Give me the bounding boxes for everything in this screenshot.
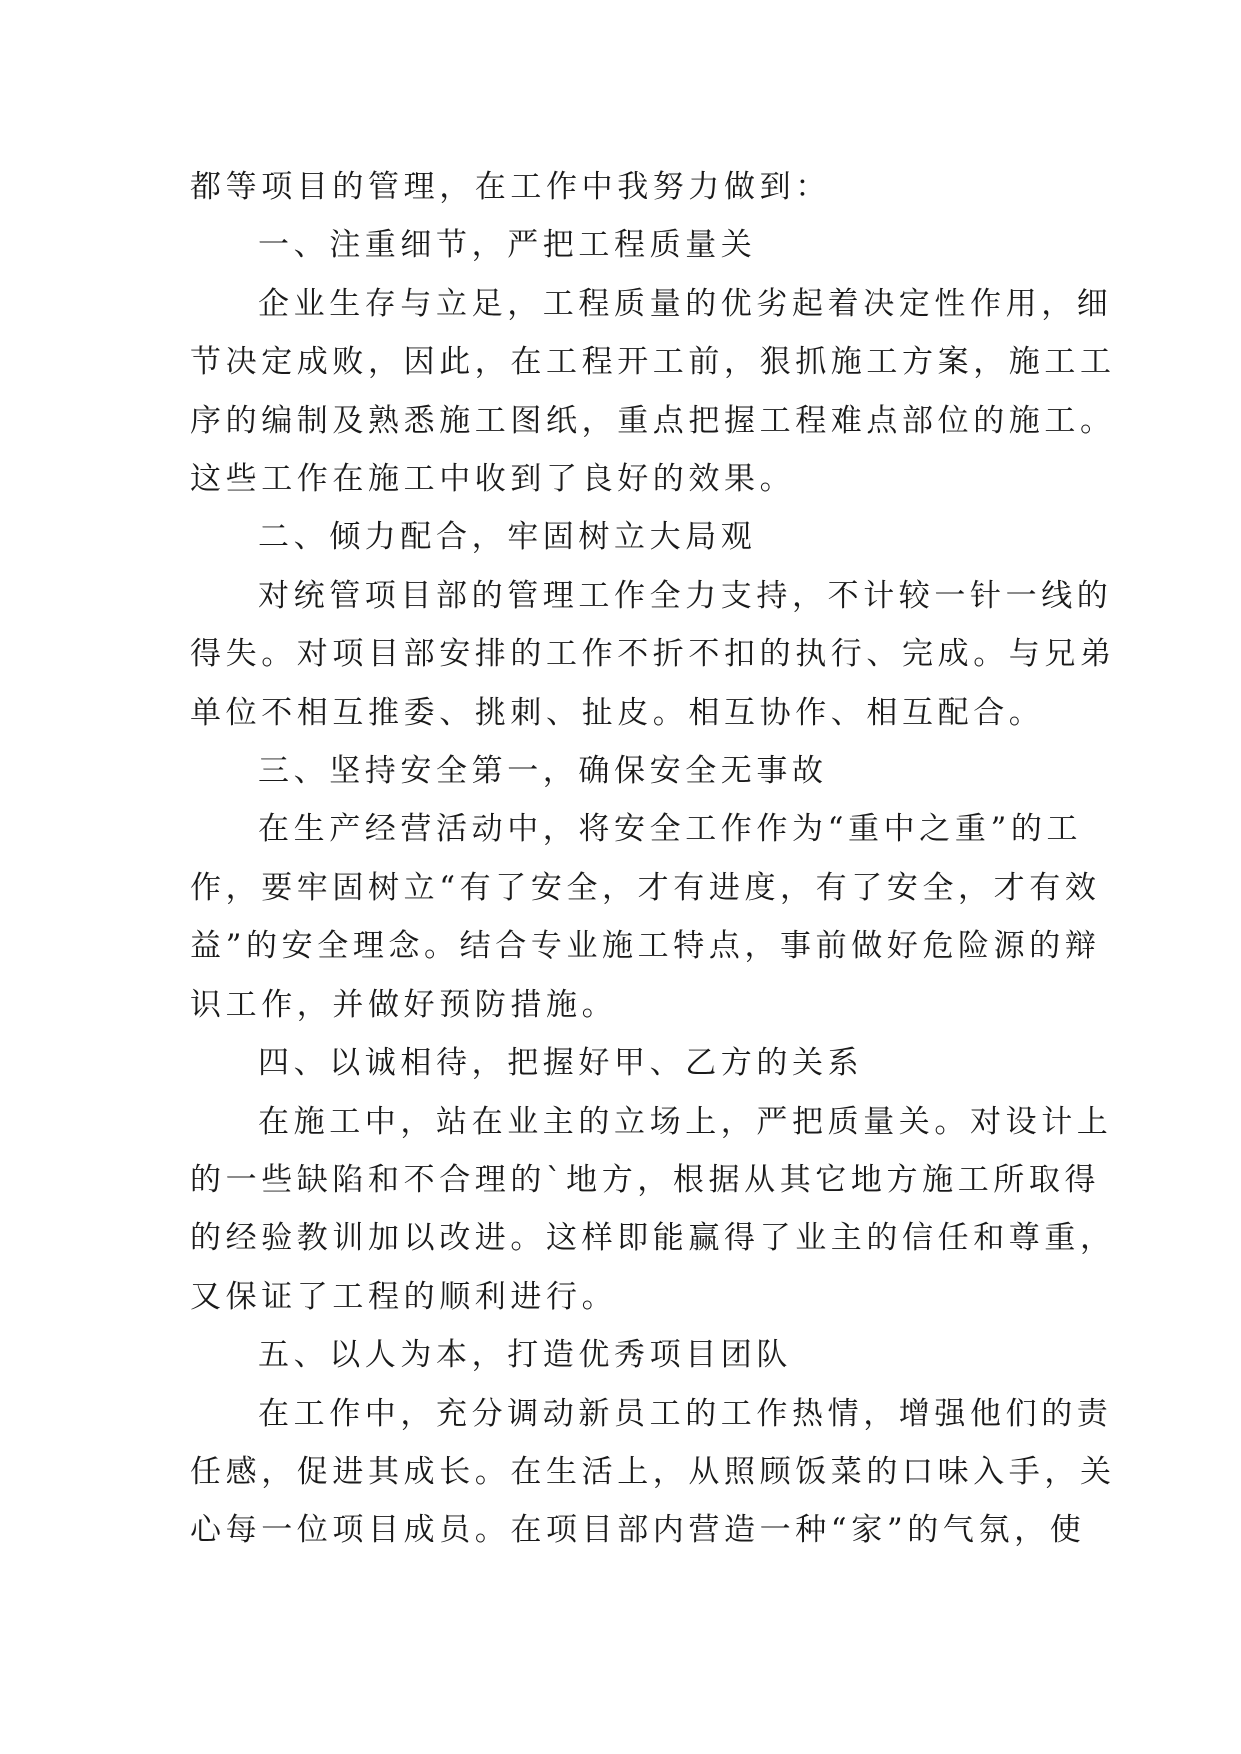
text-line: 得失。对项目部安排的工作不折不扣的执行、完成。与兄弟 [190, 636, 1116, 673]
text-line: 又保证了工程的顺利进行。 [190, 1278, 618, 1315]
section-heading-4: 四、以诚相待，把握好甲、乙方的关系 [258, 1045, 864, 1082]
document-body [190, 158, 1116, 1560]
text-line: 这些工作在施工中收到了良好的效果。 [190, 461, 796, 498]
text-line: 作，要牢固树立“有了安全，才有进度，有了安全，才有效 [190, 869, 1101, 906]
text-line: 任感，促进其成长。在生活上，从照顾饭菜的口味入手，关 [190, 1453, 1116, 1490]
section-heading-2: 二、倾力配合，牢固树立大局观 [258, 519, 757, 556]
text-line: 对统管项目部的管理工作全力支持，不计较一针一线的 [258, 577, 1113, 614]
section-heading-1: 一、注重细节，严把工程质量关 [258, 227, 757, 264]
text-line: 企业生存与立足，工程质量的优劣起着决定性作用，细 [258, 285, 1113, 322]
text-line: 单位不相互推委、挑刺、扯皮。相互协作、相互配合。 [190, 694, 1045, 731]
text-line: 在生产经营活动中，将安全工作作为“重中之重”的工 [258, 811, 1083, 848]
section-heading-3: 三、坚持安全第一，确保安全无事故 [258, 753, 828, 790]
text-line: 序的编制及熟悉施工图纸，重点把握工程难点部位的施工。 [190, 402, 1116, 439]
text-line: 都等项目的管理，在工作中我努力做到： [190, 169, 831, 205]
text-line: 在施工中，站在业主的立场上，严把质量关。对设计上 [258, 1103, 1113, 1140]
section-heading-5: 五、以人为本，打造优秀项目团队 [258, 1337, 792, 1374]
text-line: 的一些缺陷和不合理的`地方，根据从其它地方施工所取得 [190, 1161, 1101, 1198]
text-line: 益”的安全理念。结合专业施工特点，事前做好危险源的辩 [190, 928, 1101, 965]
text-line: 的经验教训加以改进。这样即能赢得了业主的信任和尊重， [190, 1220, 1116, 1257]
text-line: 节决定成败，因此，在工程开工前，狠抓施工方案，施工工 [190, 344, 1116, 381]
text-line: 在工作中，充分调动新员工的工作热情，增强他们的责 [258, 1395, 1113, 1432]
text-line: 心每一位项目成员。在项目部内营造一种“家”的气氛，使 [190, 1512, 1086, 1549]
text-line: 识工作，并做好预防措施。 [190, 986, 618, 1023]
